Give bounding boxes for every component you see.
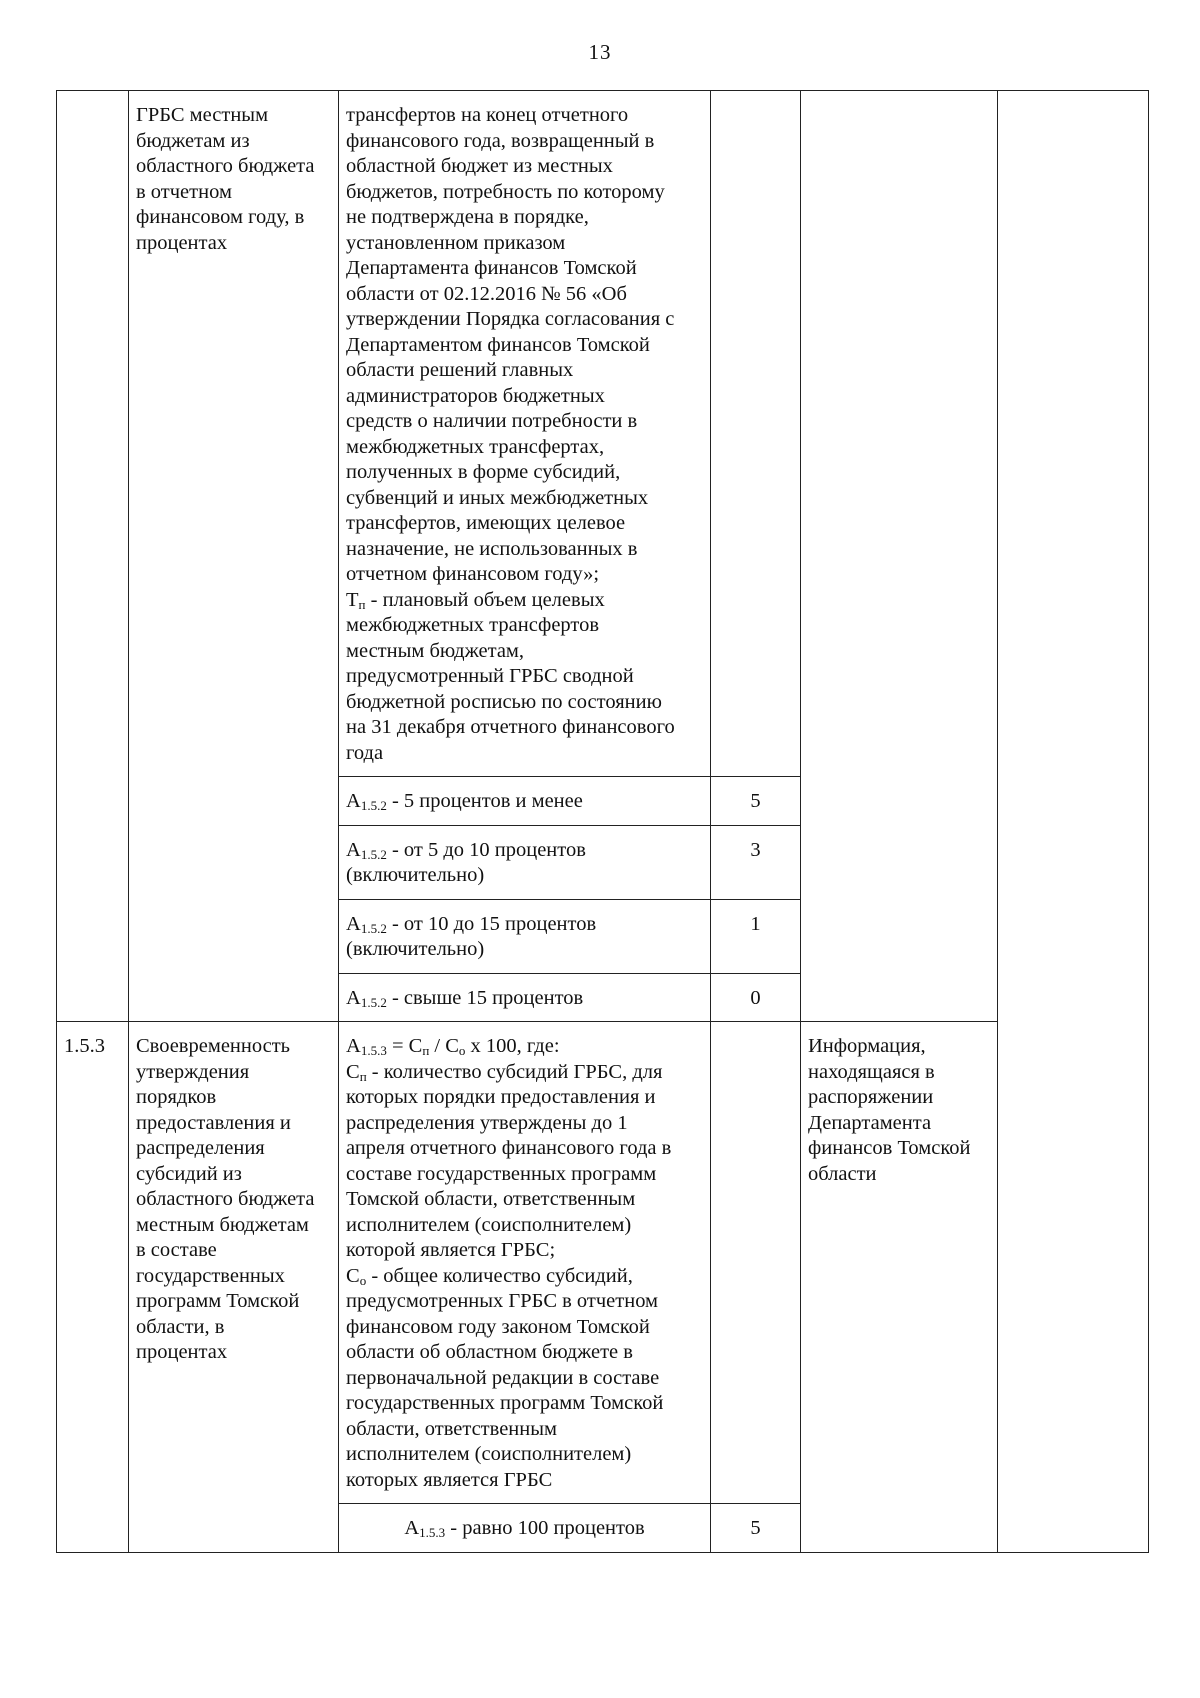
name-line: процентах [136,231,228,254]
source-line: финансов Томской [808,1137,971,1159]
row-number-cell [57,91,129,1022]
score-condition-cell [339,1504,711,1553]
score-subscript: 1.5.3 [419,1525,446,1540]
description-line: областной бюджет из местных [346,155,613,177]
score-value: 3 [711,825,801,899]
score-cell [711,91,801,777]
score-condition-continued: (включительно) [346,938,485,960]
score-subscript: 1.5.2 [360,798,387,813]
name-line: области, в [136,1315,225,1338]
name-line: порядков [136,1086,217,1108]
description-line: бюджетной росписью по состоянию [346,690,662,713]
name-line: предоставления и [136,1111,291,1134]
description-line: назначение, не использованных в [346,537,638,560]
source-line: распоряжении [808,1086,934,1108]
score-condition-continued: (включительно) [346,864,485,886]
indicator-name-cell [129,91,339,1022]
name-line: Своевременность [136,1035,291,1057]
description-line: трансфертов на конец отчетного [346,104,629,126]
name-line: программ Томской [136,1290,300,1312]
name-line: в составе [136,1239,217,1261]
description-line: государственных программ Томской [346,1392,664,1414]
description-line: области об областном бюджете в [346,1341,633,1363]
name-line: распределения [136,1137,265,1159]
tp-definition-text: - плановый объем целевых [365,588,605,611]
description-line: полученных в форме субсидий, [346,461,621,483]
name-line: областного бюджета [136,1188,315,1210]
criteria-table [56,90,1149,1553]
cp-definition-line: $С_п$ - количество субсидий ГРБС, для [346,1060,663,1084]
tp-definition-line [346,588,703,614]
description-line: которых является ГРБС [346,1468,553,1491]
score-subscript: 1.5.2 [360,846,387,862]
score-symbol: А [346,912,361,935]
score-subscript: 1.5.2 [360,920,387,936]
description-line: утверждении Порядка согласования с [346,308,675,330]
description-line: составе государственных программ [346,1162,657,1185]
tp-symbol: Т [346,588,359,611]
source-cell [801,1022,998,1553]
name-line: утверждения [136,1060,250,1083]
name-line: местным бюджетам [136,1213,309,1236]
description-line: администраторов бюджетных [346,384,605,407]
description-line: распределения утверждены до 1 [346,1111,628,1134]
score-value: 1 [711,899,801,973]
score-symbol: А [346,986,361,1009]
description-line: апреля отчетного финансового года в [346,1137,672,1159]
score-symbol: А [404,1517,420,1539]
description-line: трансфертов, имеющих целевое [346,512,626,534]
description-line: которой является ГРБС; [346,1239,556,1261]
description-line: исполнителем (соисполнителем) [346,1443,632,1465]
name-line: в отчетном [136,180,232,203]
score-value: 5 [711,1504,801,1553]
score-condition: - свыше 15 процентов [386,986,584,1009]
table-row [57,1022,1149,1504]
description-line: средств о наличии потребности в [346,410,638,432]
score-condition-cell [339,825,711,899]
calculation-description-cell [339,91,711,777]
note-cell [998,91,1149,1553]
description-line: первоначальной редакции в составе [346,1366,660,1389]
source-cell [801,91,998,1022]
description-line: финансовом году законом Томской [346,1315,650,1338]
description-line: межбюджетных трансфертов [346,614,600,636]
description-line: Томской области, ответственным [346,1188,636,1210]
name-line: бюджетам из [136,129,250,152]
description-line: межбюджетных трансфертах, [346,435,605,458]
co-definition-line: $С_о$ - общее количество субсидий, [346,1264,633,1288]
page-number: 13 [588,40,612,64]
score-subscript: 1.5.2 [360,994,387,1010]
name-line: ГРБС местным [136,104,269,126]
description-line: местным бюджетам, [346,639,525,662]
description-line: на 31 декабря отчетного финансового [346,716,675,738]
name-line: процентах [136,1341,228,1363]
description-line: установленном приказом [346,231,566,254]
name-line: государственных [136,1264,285,1287]
description-line: субвенций и иных межбюджетных [346,486,649,509]
name-line: финансовом году, в [136,206,305,228]
description-line: отчетном финансовом году»; [346,563,600,585]
description-line: предусмотренных ГРБС в отчетном [346,1290,659,1312]
source-line: находящаяся в [808,1060,935,1083]
description-line: области, ответственным [346,1417,557,1440]
row-number: 1.5.3 [57,1022,129,1553]
description-line: исполнителем (соисполнителем) [346,1213,632,1236]
score-symbol: А [346,790,361,812]
description-line: области от 02.12.2016 № 56 «Об [346,282,627,305]
score-condition-cell [339,973,711,1022]
description-line: финансового года, возвращенный в [346,129,655,152]
description-line: области решений главных [346,359,574,381]
score-condition: - 5 процентов и менее [386,790,583,812]
table-row [57,91,1149,777]
tp-subscript: п [358,596,366,612]
score-symbol: А [346,838,361,861]
score-condition: - равно 100 процентов [445,1517,645,1539]
formula-line: $А_{1.5.3} = С_п / С_о$ х 100, где: [346,1035,560,1058]
description-line: Департамента финансов Томской [346,257,637,279]
description-line: бюджетов, потребность по которому [346,180,665,203]
name-line: субсидий из [136,1162,242,1185]
score-condition: - от 10 до 15 процентов [386,912,597,935]
description-line: которых порядки предоставления и [346,1086,656,1108]
score-condition: - от 5 до 10 процентов [386,838,586,861]
description-line: Департаментом финансов Томской [346,333,650,356]
description-line: не подтверждена в порядке, [346,206,589,228]
description-line: года [346,741,384,764]
calculation-description-cell [339,1022,711,1504]
score-cell [711,1022,801,1504]
source-line: области [808,1162,877,1185]
score-value: 0 [711,973,801,1022]
score-value: 5 [711,777,801,826]
source-line: Информация, [808,1035,926,1057]
source-line: Департамента [808,1111,932,1134]
indicator-name-cell [129,1022,339,1553]
description-line: предусмотренный ГРБС сводной [346,665,634,687]
name-line: областного бюджета [136,155,315,177]
score-condition-cell [339,899,711,973]
score-condition-cell [339,777,711,826]
